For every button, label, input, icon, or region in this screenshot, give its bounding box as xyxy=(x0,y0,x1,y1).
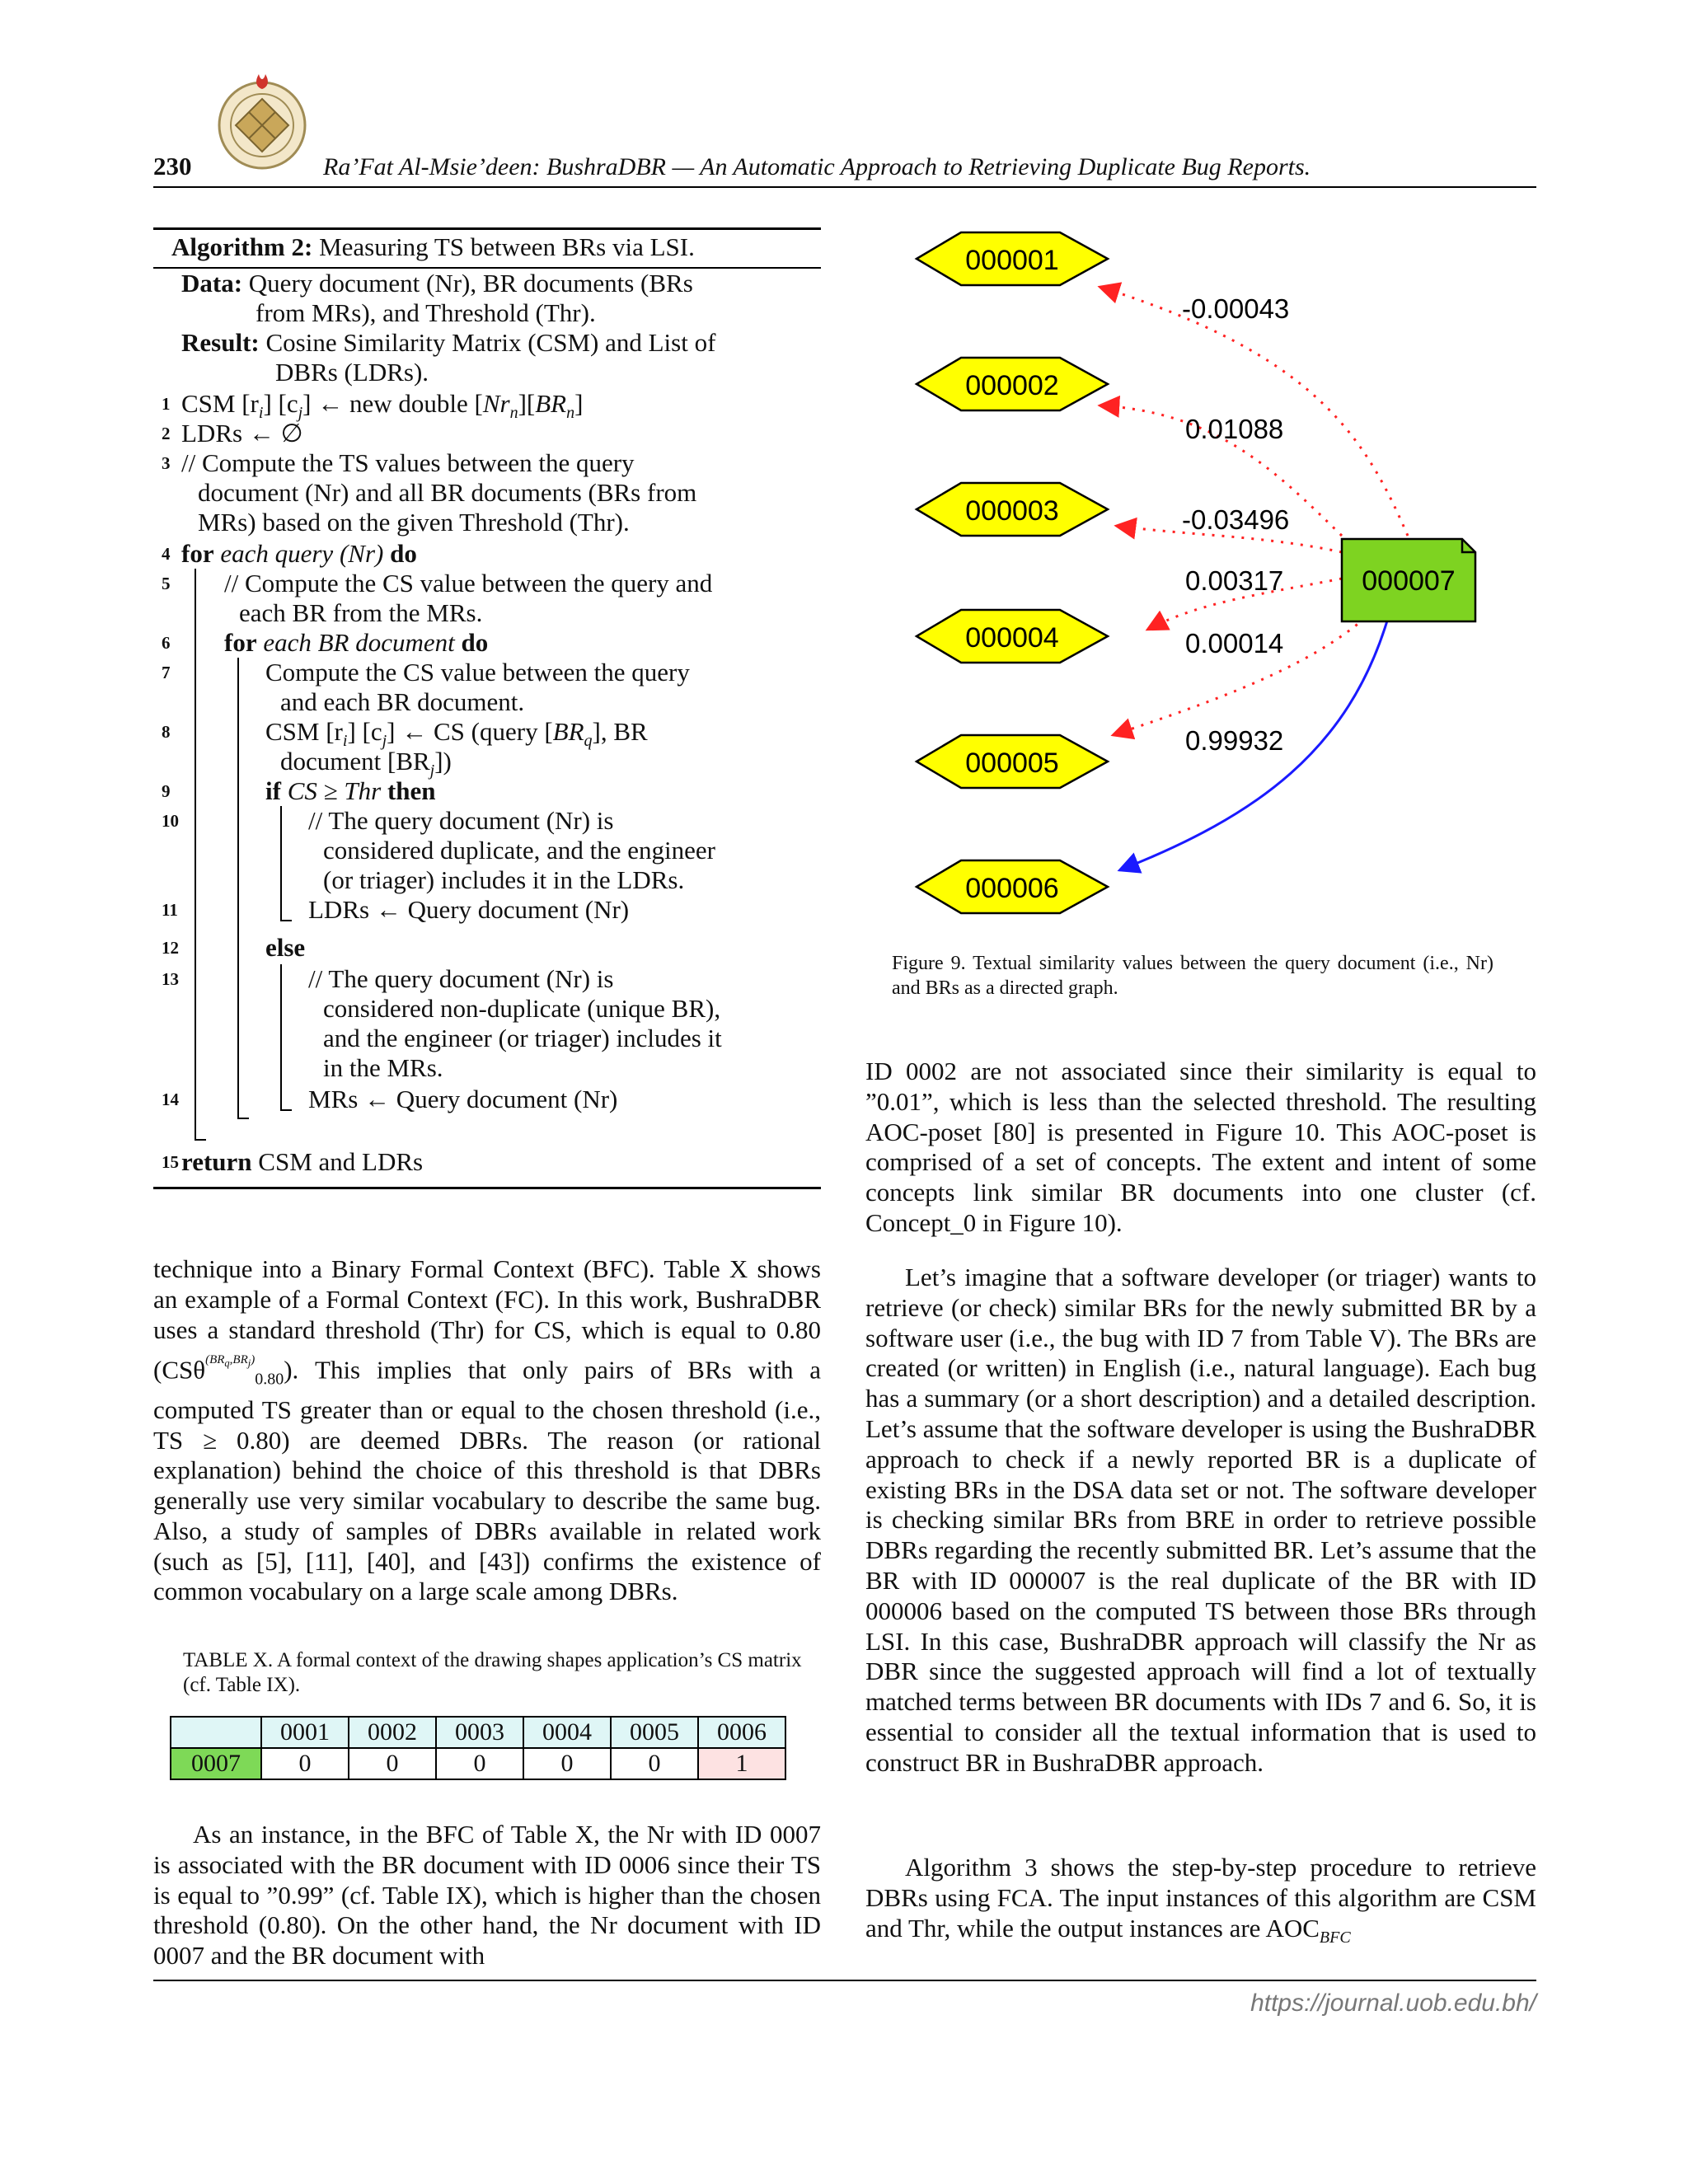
line-number: 2 xyxy=(162,424,171,443)
data-label: Data: xyxy=(181,269,243,298)
line-number: 12 xyxy=(162,938,179,958)
algo-line-6-condition: each BR document xyxy=(263,628,455,657)
algorithm-top-rule xyxy=(153,227,821,230)
bug-node-label: 000002 xyxy=(965,370,1059,401)
algo-line-6 xyxy=(224,628,488,658)
else-block-bar xyxy=(280,964,282,1111)
algorithm-caption xyxy=(171,232,695,262)
algo-line-10a: // The query document (Nr) is xyxy=(308,806,614,835)
line-number: 6 xyxy=(162,633,171,653)
algorithm-data xyxy=(181,269,693,298)
algo-line-15-text: CSM and LDRs xyxy=(258,1147,424,1176)
bug-node xyxy=(917,735,1108,788)
figure-9-caption: Figure 9. Textual similarity values between the query document (i.e., Nr) and BRs as a directed graph. xyxy=(892,953,1493,999)
left-paragraph-1-text: technique into a Binary Formal Context (BFC). Table X shows an example of a Formal Context (FC). In this work, BushraDBR uses a standard threshold (Thr) for CS, which is equal to 0.80 (CSθ xyxy=(153,1254,821,1385)
outer-loop-bar xyxy=(195,569,196,1141)
result-label: Result: xyxy=(181,328,260,357)
bug-node xyxy=(917,232,1108,285)
header-rule xyxy=(153,186,1536,188)
left-paragraph-2-text: As an instance, in the BFC of Table X, the Nr with ID 0007 is associated with the BR document with ID 0006 since their TS is equal to ”0.99” (cf. Table IX), which is higher than the chosen threshold (0.80). On the other hand, the Nr document with ID 0007 and the BR document with xyxy=(153,1820,821,1971)
then-block-end xyxy=(280,920,292,921)
algo-line-13b: considered non-duplicate (unique BR), xyxy=(323,994,721,1023)
edge-label: 0.00317 xyxy=(1185,565,1284,596)
algorithm-caption-label: Algorithm 2: xyxy=(171,232,313,261)
algorithm-result xyxy=(181,328,715,358)
table-cell: 0 xyxy=(523,1748,611,1779)
bug-node xyxy=(917,610,1108,663)
right-paragraph-3: Algorithm 3 shows the step-by-step procedure to retrieve DBRs using FCA. The input instances of this algorithm are CSM and Thr, while the output instances are $AOC_{BFC}$ xyxy=(865,1853,1536,1947)
table-cell: 0 xyxy=(436,1748,523,1779)
edge-label: -0.03496 xyxy=(1182,504,1290,535)
bug-node-label: 000005 xyxy=(965,748,1059,779)
bug-node xyxy=(917,860,1108,913)
left-paragraph-1-tail: ). This implies that only pairs of BRs with a computed TS greater than or equal to the chosen threshold (i.e., TS ≥ 0.80) are deemed DBRs. The reason (or rational explanation) behind the choice of this threshold is that DBRs generally use very similar vocabulary to describe the same bug. Also, a study of samples of DBRs available in related work (such as [5], [11], [40], and [43]) confirms the existence of common vocabulary on a large scale among DBRs. xyxy=(153,1355,821,1606)
algo-line-3b: document (Nr) and all BR documents (BRs from xyxy=(198,478,697,507)
for-keyword: for xyxy=(181,539,214,568)
algo-line-10c: (or triager) includes it in the LDRs. xyxy=(323,865,685,894)
algo-line-11: LDRs ← Query document (Nr) xyxy=(308,895,630,924)
algo-line-3c: MRs) based on the given Threshold (Thr). xyxy=(198,508,630,537)
algo-line-5a: // Compute the CS value between the query and xyxy=(224,569,713,598)
if-keyword: if xyxy=(265,776,281,805)
algo-line-7b: and each BR document. xyxy=(280,687,525,716)
table-cell: 1 xyxy=(698,1748,785,1779)
algo-line-8a: CSM $[r_i]$ $[c_j]$ ← CS (query $[BR_q]$, BR xyxy=(265,717,648,751)
algo-line-13c: and the engineer (or triager) includes it xyxy=(323,1024,722,1052)
table-cell: 0 xyxy=(611,1748,698,1779)
table-col-header: 0002 xyxy=(349,1717,436,1748)
table-col-header: 0005 xyxy=(611,1717,698,1748)
line-number: 1 xyxy=(162,394,171,414)
line-number: 7 xyxy=(162,663,171,682)
algo-line-8b: document $[BR_j]$) xyxy=(280,747,452,780)
right-paragraph-2 xyxy=(865,1263,1536,1779)
line-number: 4 xyxy=(162,544,171,564)
algo-line-9-condition: CS ≥ Thr xyxy=(287,776,382,805)
query-node xyxy=(1342,539,1475,621)
university-seal-logo xyxy=(216,71,308,171)
bug-node-label: 000001 xyxy=(965,245,1059,276)
do-keyword: do xyxy=(390,539,417,568)
algo-line-1: CSM $[r_i]$ $[c_j]$ ← new double $[Nr_n][BR_n]$ xyxy=(181,389,584,423)
algorithm-caption-text: Measuring TS between BRs via LSI. xyxy=(319,232,695,261)
table-col-header: 0001 xyxy=(261,1717,349,1748)
algo-line-5b: each BR from the MRs. xyxy=(239,598,483,627)
table-row xyxy=(171,1748,785,1779)
bug-node-label: 000006 xyxy=(965,873,1059,904)
for-keyword: for xyxy=(224,628,257,657)
edge-label: 0.99932 xyxy=(1185,725,1284,756)
bug-node xyxy=(917,358,1108,410)
table-x-caption: TABLE X. A formal context of the drawing shapes application’s CS matrix (cf. Table IX). xyxy=(183,1649,802,1696)
footer-rule xyxy=(153,1980,1536,1981)
algo-line-13a: // The query document (Nr) is xyxy=(308,964,614,993)
edge-label: 0.00014 xyxy=(1185,628,1284,658)
algo-line-9 xyxy=(265,776,436,806)
bug-node xyxy=(917,483,1108,536)
edge-label: 0.01088 xyxy=(1185,414,1284,444)
else-keyword: else xyxy=(265,933,306,962)
table-col-header: 0006 xyxy=(698,1717,785,1748)
table-corner-cell xyxy=(171,1717,261,1748)
table-header-row xyxy=(171,1717,785,1748)
footer-url[interactable]: https://journal.uob.edu.bh/ xyxy=(1250,1990,1536,2017)
right-paragraph-3-text: Algorithm 3 shows the step-by-step procedure to retrieve DBRs using FCA. The input instances of this algorithm are CSM and Thr, while the output instances are AOC xyxy=(865,1853,1536,1943)
table-cell: 0 xyxy=(261,1748,349,1779)
figure-9-graph xyxy=(903,223,1497,923)
line-number: 15 xyxy=(162,1152,179,1172)
algo-line-4-condition: each query (Nr) xyxy=(220,539,384,568)
edge-label: -0.00043 xyxy=(1182,293,1290,324)
line-number: 3 xyxy=(162,453,171,473)
edge-to-000001 xyxy=(1100,287,1408,536)
table-x xyxy=(170,1716,786,1780)
do-keyword: do xyxy=(461,628,489,657)
inner-loop-end xyxy=(237,1118,249,1119)
return-keyword: return xyxy=(181,1147,252,1176)
inner-loop-bar xyxy=(237,658,239,1119)
algo-line-8b-text: document [BR xyxy=(280,747,430,776)
line-number: 11 xyxy=(162,900,178,920)
page-number: 230 xyxy=(153,152,192,180)
algo-line-4 xyxy=(181,539,417,569)
then-keyword: then xyxy=(387,776,436,805)
algorithm-box xyxy=(153,227,821,1205)
right-paragraph-2-text: Let’s imagine that a software developer (or triager) wants to retrieve (or check) similar BRs for the newly submitted BR by a software user (i.e., the bug with ID 7 from Table V). The BRs are created (or written) in English (i.e., natural language). Each bug has a summary (or a short description) and a detailed description. Let’s assume that the software developer is using the BushraDBR approach to check if a newly reported BR is a duplicate of existing BRs in the DSA data set or not. The software developer is checking similar BRs from BRE in order to retrieve possible DBRs regarding the recently submitted BR. Let’s assume that the BR with ID 000007 is the real duplicate of the BR with ID 000006 based on the computed TS between those BRs through LSI. In this case, BushraDBR approach will classify the Nr as DBR since the suggested approach will find a lot of textually matched terms between BR documents with IDs 7 and 6. So, it is essential to consider all the textual information that is used to construct BR in BushraDBR approach. xyxy=(865,1263,1536,1777)
algo-line-15 xyxy=(181,1147,423,1177)
result-text-1: Cosine Similarity Matrix (CSM) and List of xyxy=(265,328,716,357)
running-title: Ra’Fat Al-Msie’deen: BushraDBR — An Automatic Approach to Retrieving Duplicate Bug Reports. xyxy=(323,153,1311,180)
algo-line-10b: considered duplicate, and the engineer xyxy=(323,836,715,865)
line-number: 14 xyxy=(162,1090,179,1109)
table-col-header: 0004 xyxy=(523,1717,611,1748)
line-number: 9 xyxy=(162,781,171,801)
table-row-header: 0007 xyxy=(171,1748,261,1779)
result-text-2: DBRs (LDRs). xyxy=(275,358,429,387)
algorithm-bottom-rule xyxy=(153,1187,821,1189)
data-text-2: from MRs), and Threshold (Thr). xyxy=(256,298,596,327)
algo-line-1-text: CSM [r xyxy=(181,389,259,418)
data-text-1: Query document (Nr), BR documents (BRs xyxy=(248,269,693,298)
left-paragraph-1: technique into a Binary Formal Context (BFC). Table X shows an example of a Formal Context (FC). In this work, BushraDBR uses a standard threshold (Thr) for CS, which is equal to 0.80 (CSθ$^{^{(BR_q,BR_j)}}_{0.80}$). This implies that only pairs of BRs with a computed TS greater than or equal to the chosen threshold (i.e., TS ≥ 0.80) are deemed DBRs. The reason (or rational explanation) behind the choice of this threshold is that DBRs generally use very similar vocabulary to describe the same bug. Also, a study of samples of DBRs available in related work (such as [5], [11], [40], and [43]) confirms the existence of common vocabulary on a large scale among DBRs. xyxy=(153,1254,821,1606)
algo-line-2: LDRs ← ∅ xyxy=(181,419,303,448)
outer-loop-end xyxy=(195,1139,206,1141)
bug-node-label: 000004 xyxy=(965,622,1059,654)
left-paragraph-2 xyxy=(153,1820,821,1971)
algo-line-7a: Compute the CS value between the query xyxy=(265,658,690,687)
right-paragraph-1 xyxy=(865,1057,1536,1239)
line-number: 13 xyxy=(162,969,179,989)
query-node-label: 000007 xyxy=(1362,565,1456,597)
algo-line-13d: in the MRs. xyxy=(323,1053,443,1082)
line-number: 10 xyxy=(162,811,179,831)
algo-line-3a: // Compute the TS values between the query xyxy=(181,448,635,477)
table-cell: 0 xyxy=(349,1748,436,1779)
else-block-end xyxy=(280,1109,292,1111)
algo-line-14: MRs ← Query document (Nr) xyxy=(308,1085,618,1113)
table-col-header: 0003 xyxy=(436,1717,523,1748)
line-number: 8 xyxy=(162,722,171,742)
then-block-bar xyxy=(280,806,282,921)
right-paragraph-1-text: ID 0002 are not associated since their similarity is equal to ”0.01”, which is less than the selected threshold. The resulting AOC-poset [80] is presented in Figure 10. This AOC-poset is comprised of a set of concepts. The extent and intent of some concepts link similar BR documents into one cluster (cf. Concept_0 in Figure 10). xyxy=(865,1057,1536,1237)
line-number: 5 xyxy=(162,574,171,593)
bug-node-label: 000003 xyxy=(965,495,1059,527)
